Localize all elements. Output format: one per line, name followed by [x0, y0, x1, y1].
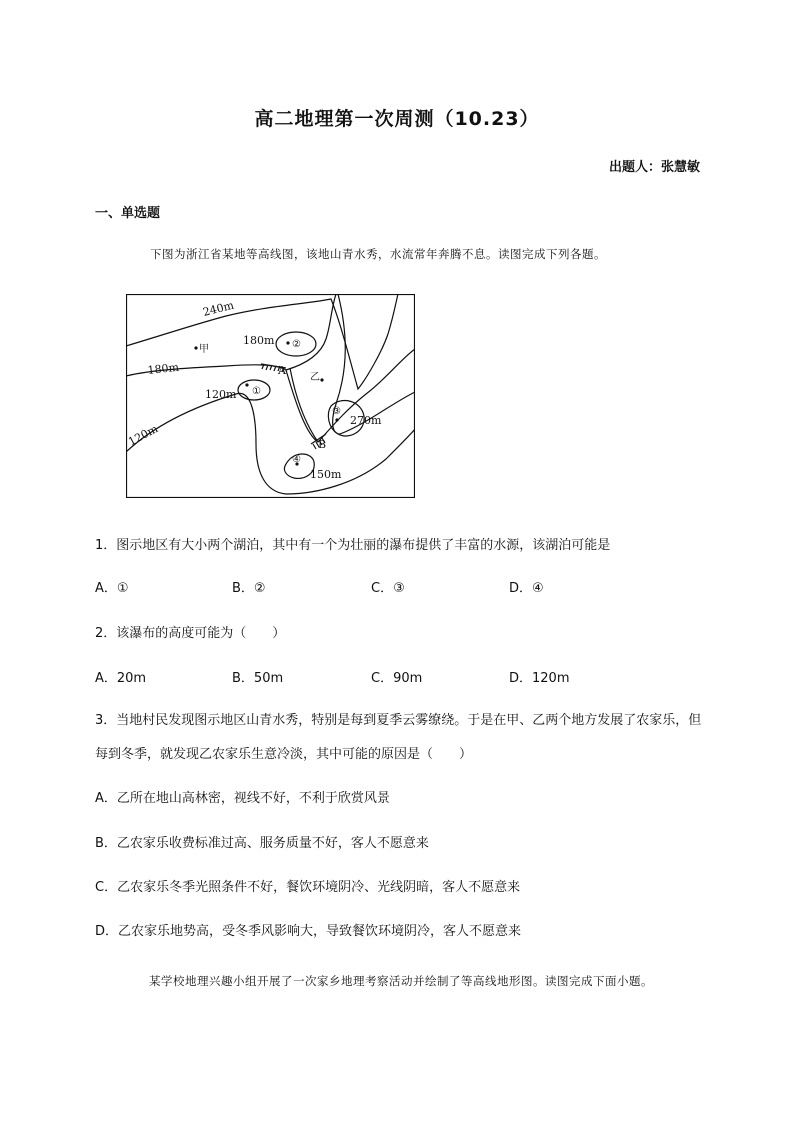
label-b: B: [318, 438, 327, 451]
section-heading: 一、单选题: [95, 206, 161, 221]
label-n1: ①: [252, 386, 261, 397]
dot-3: [335, 418, 338, 421]
label-yi: 乙: [310, 372, 320, 383]
dot-jia: [194, 346, 197, 349]
label-240: 240m: [201, 298, 236, 319]
label-n2: ②: [292, 339, 301, 350]
q3-option-b[interactable]: B．乙农家乐收费标准过高、服务质量不好，客人不愿意来: [95, 836, 429, 851]
q2-option-c[interactable]: C．90m: [371, 671, 423, 686]
intro-text-2: 某学校地理兴趣小组开展了一次家乡地理考察活动并绘制了等高线地形图。读图完成下面小题。: [149, 974, 653, 988]
question-3-stem: 3．当地村民发现图示地区山青水秀，特别是每到夏季云雾缭绕。于是在甲、乙两个地方发展了农家乐，但每到冬季，就发现乙农家乐生意冷淡，其中可能的原因是（ ）: [95, 713, 702, 762]
q3-option-c[interactable]: C．乙农家乐冬季光照条件不好，餐饮环境阴冷、光线阴暗，客人不愿意来: [95, 880, 521, 895]
label-150: 150m: [310, 468, 342, 481]
label-270: 270m: [350, 414, 382, 427]
label-180-top: 180m: [243, 334, 275, 347]
label-120-left: 120m: [126, 422, 161, 449]
dot-2: [286, 341, 289, 344]
label-n3: ③: [332, 406, 341, 417]
label-jia: 甲: [199, 344, 209, 355]
label-120-lake: 120m: [205, 388, 237, 401]
contour-map: [126, 294, 415, 498]
q1-option-b[interactable]: B．②: [232, 581, 266, 596]
q2-option-b[interactable]: B．50m: [232, 671, 284, 686]
q1-option-a[interactable]: A．①: [95, 581, 129, 596]
q1-option-c[interactable]: C．③: [371, 581, 405, 596]
intro-text: 下图为浙江省某地等高线图，该地山青水秀，水流常年奔腾不息。读图完成下列各题。: [150, 247, 606, 261]
q3-option-a[interactable]: A．乙所在地山高林密，视线不好，不利于欣赏风景: [95, 791, 390, 806]
label-a: A: [278, 364, 286, 377]
dot-1: [245, 383, 248, 386]
q3-option-d[interactable]: D．乙农家乐地势高，受冬季风影响大，导致餐饮环境阴冷，客人不愿意来: [95, 924, 522, 939]
question-1-stem: 1．图示地区有大小两个湖泊，其中有一个为壮丽的瀑布提供了丰富的水源，该湖泊可能是: [95, 538, 611, 553]
map-frame: [127, 295, 415, 498]
dot-yi: [320, 378, 323, 381]
page-title: 高二地理第一次周测（10.23）: [254, 108, 540, 130]
author-line: 出题人：张慧敏: [608, 160, 700, 175]
q2-option-a[interactable]: A．20m: [95, 671, 147, 686]
label-n4: ④: [292, 454, 301, 465]
question-2-stem: 2．该瀑布的高度可能为（ ）: [95, 626, 286, 641]
q2-option-d[interactable]: D．120m: [509, 671, 570, 686]
label-180-left: 180m: [146, 360, 180, 377]
q1-option-d[interactable]: D．④: [509, 581, 544, 596]
